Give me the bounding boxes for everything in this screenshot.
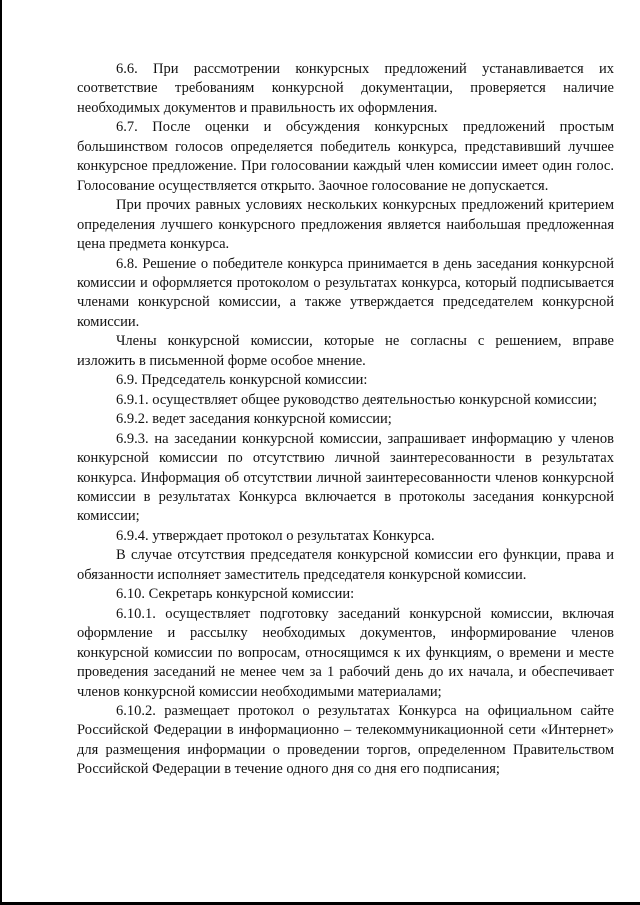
document-page [77, 60, 614, 780]
paragraph-6-10: 6.10. Секретарь конкурсной комиссии: [116, 586, 355, 603]
paragraph-6-9-3: 6.9.3. на заседании конкурсной комиссии, запрашивает информацию у членов конкурсной комиссии по отсутствию личной заинтересованности в результатах конкурса. Информация об отсутствии личной заинтересованности членов конкурсной комиссии в результатах Конкурса включается в протоколы заседания конкурсной комиссии; [77, 430, 614, 525]
paragraph-6-7-cont: При прочих равных условиях нескольких конкурсных предложений критерием определения лучшего конкурсного предложения является наибольшая предложенная цена предмета конкурса. [77, 197, 614, 253]
paragraph-6-6: 6.6. При рассмотрении конкурсных предложений устанавливается их соответствие требованиям конкурсной документации, проверяется наличие необходимых документов и правильность их оформления. [77, 61, 614, 116]
paragraph-6-9-1: 6.9.1. осуществляет общее руководство деятельностью конкурсной комиссии; [116, 391, 597, 408]
paragraph-6-8: 6.8. Решение о победителе конкурса принимается в день заседания конкурсной комиссии и оформляется протоколом о результатах конкурса, который подписывается членами конкурсной комиссии, а также утверждается председателем конкурсной комиссии. [77, 255, 614, 330]
paragraph-6-10-2: 6.10.2. размещает протокол о результатах Конкурса на официальном сайте Российской Федерации в информационно – телекоммуникационной сети «Интернет» для размещения информации о проведении торгов, определенном Правительством Российской Федерации в течение одного дня со дня его подписания; [77, 702, 614, 778]
paragraph-6-10-1: 6.10.1. осуществляет подготовку заседаний конкурсной комиссии, включая оформление и рассылку необходимых документов, информирование членов конкурсной комиссии по вопросам, относящимся к их функциям, о времени и месте проведения заседаний не менее чем за 1 рабочий день до их начала, и обеспечивает членов конкурсной комиссии необходимыми материалами; [77, 605, 614, 700]
paragraph-6-9: 6.9. Председатель конкурсной комиссии: [116, 372, 368, 389]
paragraph-6-9-cont: В случае отсутствия председателя конкурсной комиссии его функции, права и обязанности исполняет заместитель председателя конкурсной комиссии. [77, 547, 614, 583]
paragraph-6-8-cont: Члены конкурсной комиссии, которые не согласны с решением, вправе изложить в письменной форме особое мнение. [77, 333, 614, 369]
paragraph-6-7: 6.7. После оценки и обсуждения конкурсных предложений простым большинством голосов определяется победитель конкурса, представивший лучшее конкурсное предложение. При голосовании каждый член комиссии имеет один голос. Голосование осуществляется открыто. Заочное голосование не допускается. [77, 119, 614, 194]
scan-left-edge [0, 0, 2, 905]
paragraph-6-9-2: 6.9.2. ведет заседания конкурсной комиссии; [116, 411, 392, 428]
paragraph-6-9-4: 6.9.4. утверждает протокол о результатах Конкурса. [116, 527, 435, 544]
